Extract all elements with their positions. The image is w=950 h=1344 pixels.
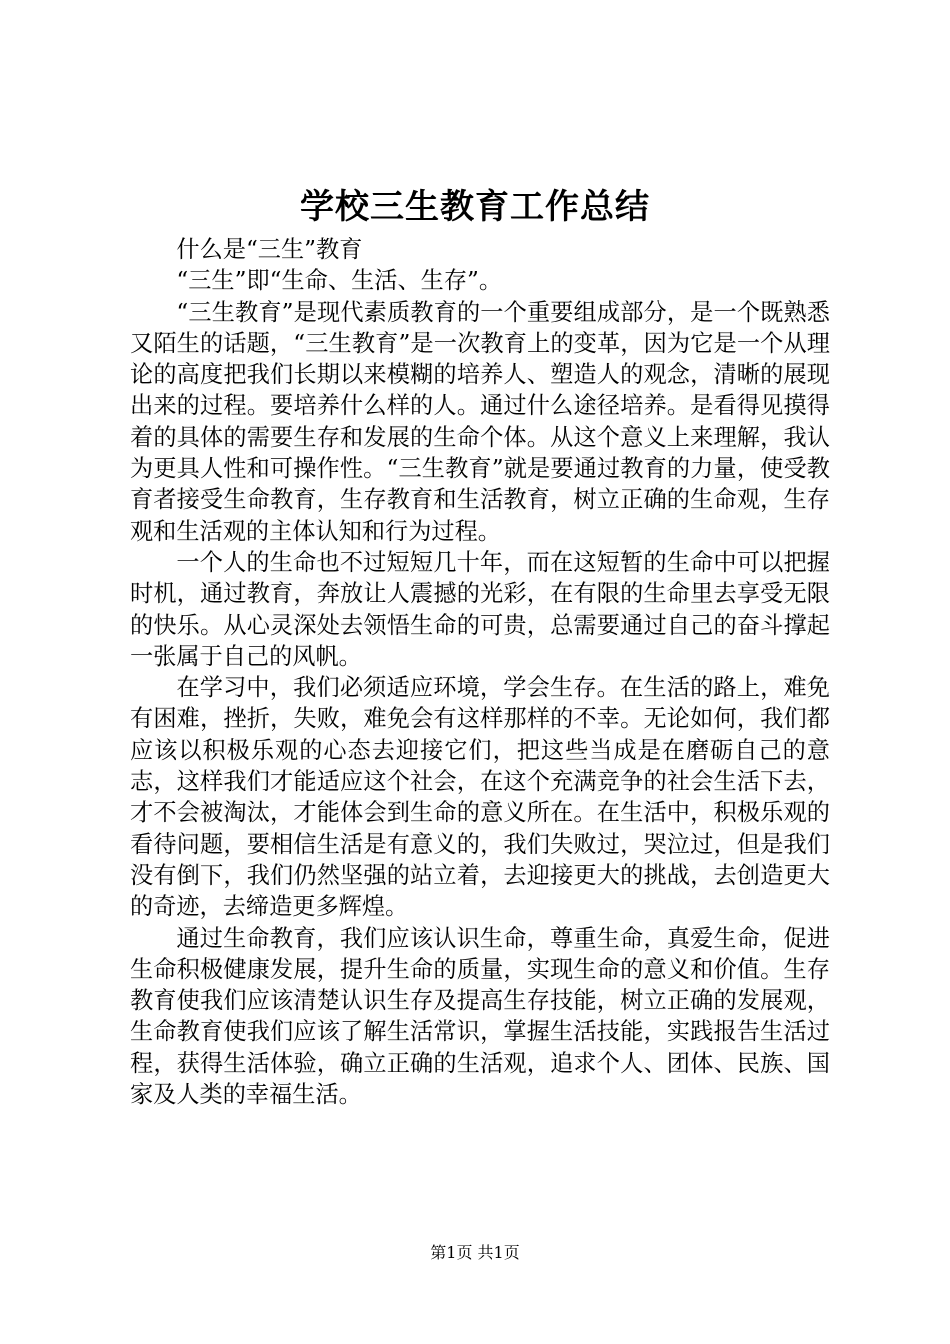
paragraph-3: “三生教育”是现代素质教育的一个重要组成部分，是一个既熟悉又陌生的话题，“三生教育”是一次教育上的变革，因为它是一个从理论的高度把我们长期以来模糊的培养人、塑造人的观念，清晰的展现出来的过程。要培养什么样的人。通过什么途径培养。是看得见摸得着的具体的需要生存和发展的生命个体。从这个意义上来理解，我认为更具人性和可操作性。“三生教育”就是要通过教育的力量，使受教育者接受生命教育，生存教育和生活教育，树立正确的生命观，生存观和生活观的主体认知和行为过程。 bbox=[130, 298, 830, 545]
document-title: 学校三生教育工作总结 bbox=[300, 187, 650, 227]
page-footer: 第1页 共1页 bbox=[430, 1243, 520, 1262]
document-body bbox=[130, 234, 830, 1110]
paragraph-5: 在学习中，我们必须适应环境，学会生存。在生活的路上，难免有困难，挫折，失败，难免会有这样那样的不幸。无论如何，我们都应该以积极乐观的心态去迎接它们，把这些当成是在磨砺自己的意志，这样我们才能适应这个社会，在这个充满竞争的社会生活下去，才不会被淘汰，才能体会到生命的意义所在。在生活中，积极乐观的看待问题，要相信生活是有意义的，我们失败过，哭泣过，但是我们没有倒下，我们仍然坚强的站立着，去迎接更大的挑战，去创造更大的奇迹，去缔造更多辉煌。 bbox=[130, 674, 830, 921]
paragraph-2: “三生”即“生命、生活、生存”。 bbox=[176, 267, 503, 295]
paragraph-1: 什么是“三生”教育 bbox=[176, 236, 363, 263]
paragraph-6: 通过生命教育，我们应该认识生命，尊重生命，真爱生命，促进生命积极健康发展，提升生命的质量，实现生命的意义和价值。生存教育使我们应该清楚认识生存及提高生存技能，树立正确的发展观，生命教育使我们应该了解生活常识，掌握生活技能，实践报告生活过程，获得生活体验，确立正确的生活观，追求个人、团体、民族、国家及人类的幸福生活。 bbox=[130, 924, 830, 1109]
paragraph-4: 一个人的生命也不过短短几十年，而在这短暂的生命中可以把握时机，通过教育，奔放让人震撼的光彩，在有限的生命里去享受无限的快乐。从心灵深处去领悟生命的可贵，总需要通过自己的奋斗撑起一张属于自己的风帆。 bbox=[130, 548, 830, 670]
